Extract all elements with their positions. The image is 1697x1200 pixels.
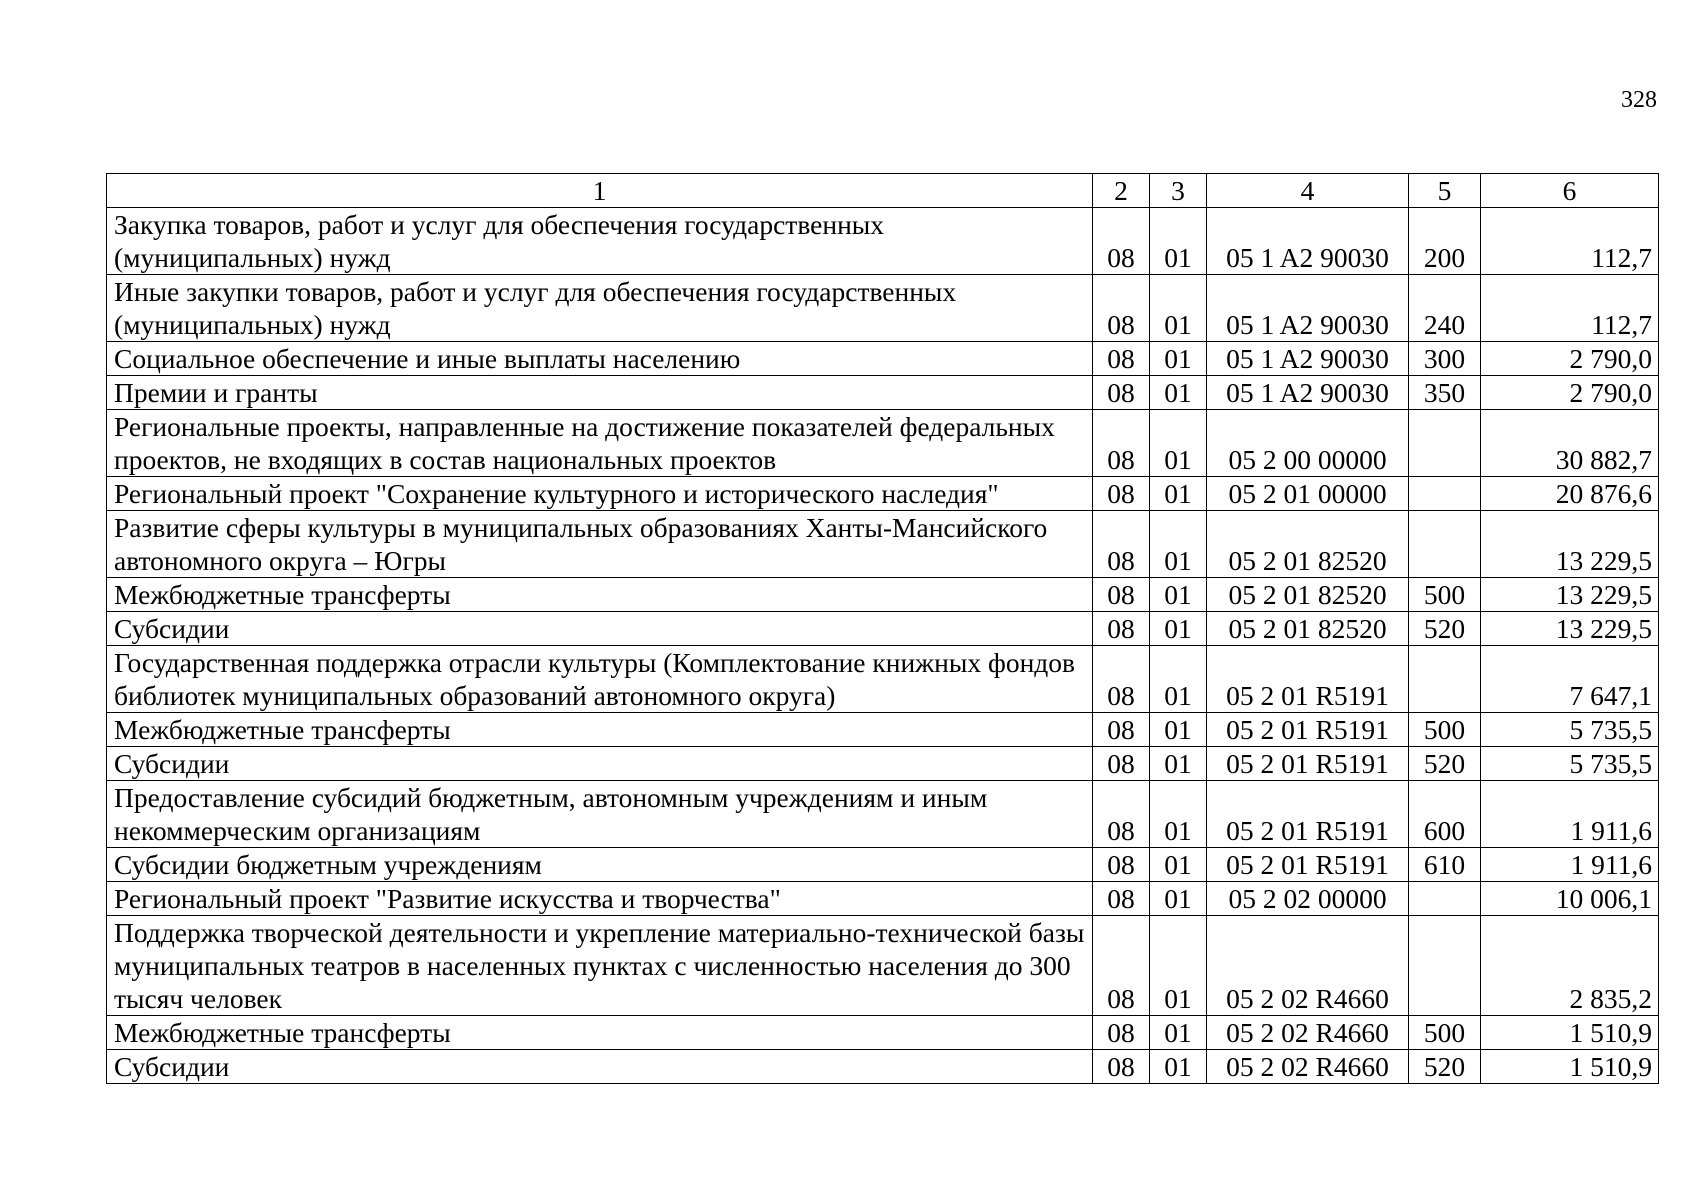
row-amount: 13 229,5 (1481, 612, 1659, 646)
row-expense-type: 240 (1409, 275, 1481, 342)
row-amount: 13 229,5 (1481, 511, 1659, 578)
table-header-row (107, 174, 1659, 208)
table-row (107, 781, 1659, 848)
row-target-code: 05 2 01 R5191 (1207, 646, 1409, 713)
row-expense-type: 600 (1409, 781, 1481, 848)
row-name: Социальное обеспечение и иные выплаты населению (107, 342, 1093, 376)
row-section: 08 (1093, 1016, 1150, 1050)
row-target-code: 05 2 01 82520 (1207, 578, 1409, 612)
row-amount: 1 911,6 (1481, 781, 1659, 848)
table-row (107, 477, 1659, 511)
row-section: 08 (1093, 410, 1150, 477)
table-row (107, 208, 1659, 275)
row-expense-type: 500 (1409, 578, 1481, 612)
row-name: Иные закупки товаров, работ и услуг для обеспечения государственных (муниципальных) нужд (107, 275, 1093, 342)
row-expense-type (1409, 916, 1481, 1016)
row-subsection: 01 (1150, 342, 1207, 376)
row-subsection: 01 (1150, 781, 1207, 848)
row-subsection: 01 (1150, 848, 1207, 882)
row-name: Премии и гранты (107, 376, 1093, 410)
row-subsection: 01 (1150, 1016, 1207, 1050)
row-target-code: 05 2 02 R4660 (1207, 1016, 1409, 1050)
row-subsection: 01 (1150, 511, 1207, 578)
row-amount: 112,7 (1481, 275, 1659, 342)
row-amount: 1 911,6 (1481, 848, 1659, 882)
row-target-code: 05 2 01 R5191 (1207, 747, 1409, 781)
row-target-code: 05 2 01 00000 (1207, 477, 1409, 511)
table-row (107, 646, 1659, 713)
table-row (107, 612, 1659, 646)
row-expense-type: 300 (1409, 342, 1481, 376)
row-section: 08 (1093, 376, 1150, 410)
row-target-code: 05 2 02 00000 (1207, 882, 1409, 916)
row-subsection: 01 (1150, 410, 1207, 477)
row-expense-type: 520 (1409, 747, 1481, 781)
table-row (107, 848, 1659, 882)
row-amount: 10 006,1 (1481, 882, 1659, 916)
row-name: Закупка товаров, работ и услуг для обеспечения государственных (муниципальных) нужд (107, 208, 1093, 275)
row-name: Межбюджетные трансферты (107, 578, 1093, 612)
row-expense-type (1409, 646, 1481, 713)
table-row (107, 578, 1659, 612)
header-col-amount: 6 (1481, 174, 1659, 208)
row-name: Региональный проект "Сохранение культурного и исторического наследия" (107, 477, 1093, 511)
table-row (107, 511, 1659, 578)
row-section: 08 (1093, 342, 1150, 376)
row-subsection: 01 (1150, 275, 1207, 342)
row-amount: 2 835,2 (1481, 916, 1659, 1016)
table-row (107, 1050, 1659, 1084)
row-section: 08 (1093, 916, 1150, 1016)
row-expense-type: 610 (1409, 848, 1481, 882)
row-target-code: 05 2 01 R5191 (1207, 713, 1409, 747)
row-amount: 30 882,7 (1481, 410, 1659, 477)
row-expense-type (1409, 410, 1481, 477)
row-target-code: 05 2 01 82520 (1207, 612, 1409, 646)
row-amount: 7 647,1 (1481, 646, 1659, 713)
row-subsection: 01 (1150, 1050, 1207, 1084)
row-expense-type (1409, 882, 1481, 916)
row-target-code: 05 1 A2 90030 (1207, 376, 1409, 410)
table-row (107, 376, 1659, 410)
row-section: 08 (1093, 781, 1150, 848)
row-expense-type: 200 (1409, 208, 1481, 275)
row-amount: 13 229,5 (1481, 578, 1659, 612)
row-name: Субсидии бюджетным учреждениям (107, 848, 1093, 882)
page-number: 328 (1621, 87, 1657, 113)
row-subsection: 01 (1150, 646, 1207, 713)
header-col-name: 1 (107, 174, 1093, 208)
row-section: 08 (1093, 511, 1150, 578)
row-name: Межбюджетные трансферты (107, 713, 1093, 747)
row-target-code: 05 1 A2 90030 (1207, 208, 1409, 275)
row-section: 08 (1093, 713, 1150, 747)
row-name: Поддержка творческой деятельности и укрепление материально-технической базы муниципальных театров в населенных пунктах с численностью населения до 300 тысяч человек (107, 916, 1093, 1016)
table-body (107, 208, 1659, 1084)
row-subsection: 01 (1150, 916, 1207, 1016)
row-target-code: 05 2 00 00000 (1207, 410, 1409, 477)
row-name: Субсидии (107, 1050, 1093, 1084)
row-amount: 112,7 (1481, 208, 1659, 275)
row-section: 08 (1093, 208, 1150, 275)
row-expense-type (1409, 477, 1481, 511)
table-row (107, 882, 1659, 916)
row-subsection: 01 (1150, 612, 1207, 646)
row-amount: 1 510,9 (1481, 1016, 1659, 1050)
budget-table (106, 173, 1659, 1084)
row-section: 08 (1093, 578, 1150, 612)
row-name: Межбюджетные трансферты (107, 1016, 1093, 1050)
row-amount: 20 876,6 (1481, 477, 1659, 511)
row-name: Субсидии (107, 747, 1093, 781)
row-target-code: 05 1 A2 90030 (1207, 342, 1409, 376)
row-expense-type: 520 (1409, 612, 1481, 646)
table-row (107, 713, 1659, 747)
row-target-code: 05 2 01 82520 (1207, 511, 1409, 578)
row-target-code: 05 2 01 R5191 (1207, 848, 1409, 882)
row-target-code: 05 2 01 R5191 (1207, 781, 1409, 848)
row-expense-type: 350 (1409, 376, 1481, 410)
header-col-subsection: 3 (1150, 174, 1207, 208)
row-section: 08 (1093, 646, 1150, 713)
row-target-code: 05 2 02 R4660 (1207, 1050, 1409, 1084)
row-target-code: 05 2 02 R4660 (1207, 916, 1409, 1016)
row-amount: 5 735,5 (1481, 747, 1659, 781)
row-target-code: 05 1 A2 90030 (1207, 275, 1409, 342)
row-section: 08 (1093, 848, 1150, 882)
row-subsection: 01 (1150, 477, 1207, 511)
row-subsection: 01 (1150, 747, 1207, 781)
row-amount: 2 790,0 (1481, 342, 1659, 376)
table-row (107, 275, 1659, 342)
row-expense-type: 500 (1409, 1016, 1481, 1050)
row-subsection: 01 (1150, 882, 1207, 916)
row-subsection: 01 (1150, 208, 1207, 275)
row-expense-type (1409, 511, 1481, 578)
row-name: Предоставление субсидий бюджетным, автономным учреждениям и иным некоммерческим организациям (107, 781, 1093, 848)
table-row (107, 410, 1659, 477)
row-amount: 5 735,5 (1481, 713, 1659, 747)
table-row (107, 342, 1659, 376)
row-amount: 2 790,0 (1481, 376, 1659, 410)
row-section: 08 (1093, 747, 1150, 781)
row-section: 08 (1093, 612, 1150, 646)
row-name: Субсидии (107, 612, 1093, 646)
row-amount: 1 510,9 (1481, 1050, 1659, 1084)
row-section: 08 (1093, 477, 1150, 511)
row-name: Региональный проект "Развитие искусства и творчества" (107, 882, 1093, 916)
row-section: 08 (1093, 1050, 1150, 1084)
table-row (107, 1016, 1659, 1050)
row-section: 08 (1093, 275, 1150, 342)
table-row (107, 916, 1659, 1016)
row-name: Региональные проекты, направленные на достижение показателей федеральных проектов, не входящих в состав национальных проектов (107, 410, 1093, 477)
table-row (107, 747, 1659, 781)
row-expense-type: 520 (1409, 1050, 1481, 1084)
row-expense-type: 500 (1409, 713, 1481, 747)
header-col-section: 2 (1093, 174, 1150, 208)
header-col-expense-type: 5 (1409, 174, 1481, 208)
row-subsection: 01 (1150, 578, 1207, 612)
header-col-target-code: 4 (1207, 174, 1409, 208)
row-name: Развитие сферы культуры в муниципальных образованиях Ханты-Мансийского автономного округа – Югры (107, 511, 1093, 578)
row-subsection: 01 (1150, 376, 1207, 410)
row-section: 08 (1093, 882, 1150, 916)
row-name: Государственная поддержка отрасли культуры (Комплектование книжных фондов библиотек муниципальных образований автономного округа) (107, 646, 1093, 713)
row-subsection: 01 (1150, 713, 1207, 747)
